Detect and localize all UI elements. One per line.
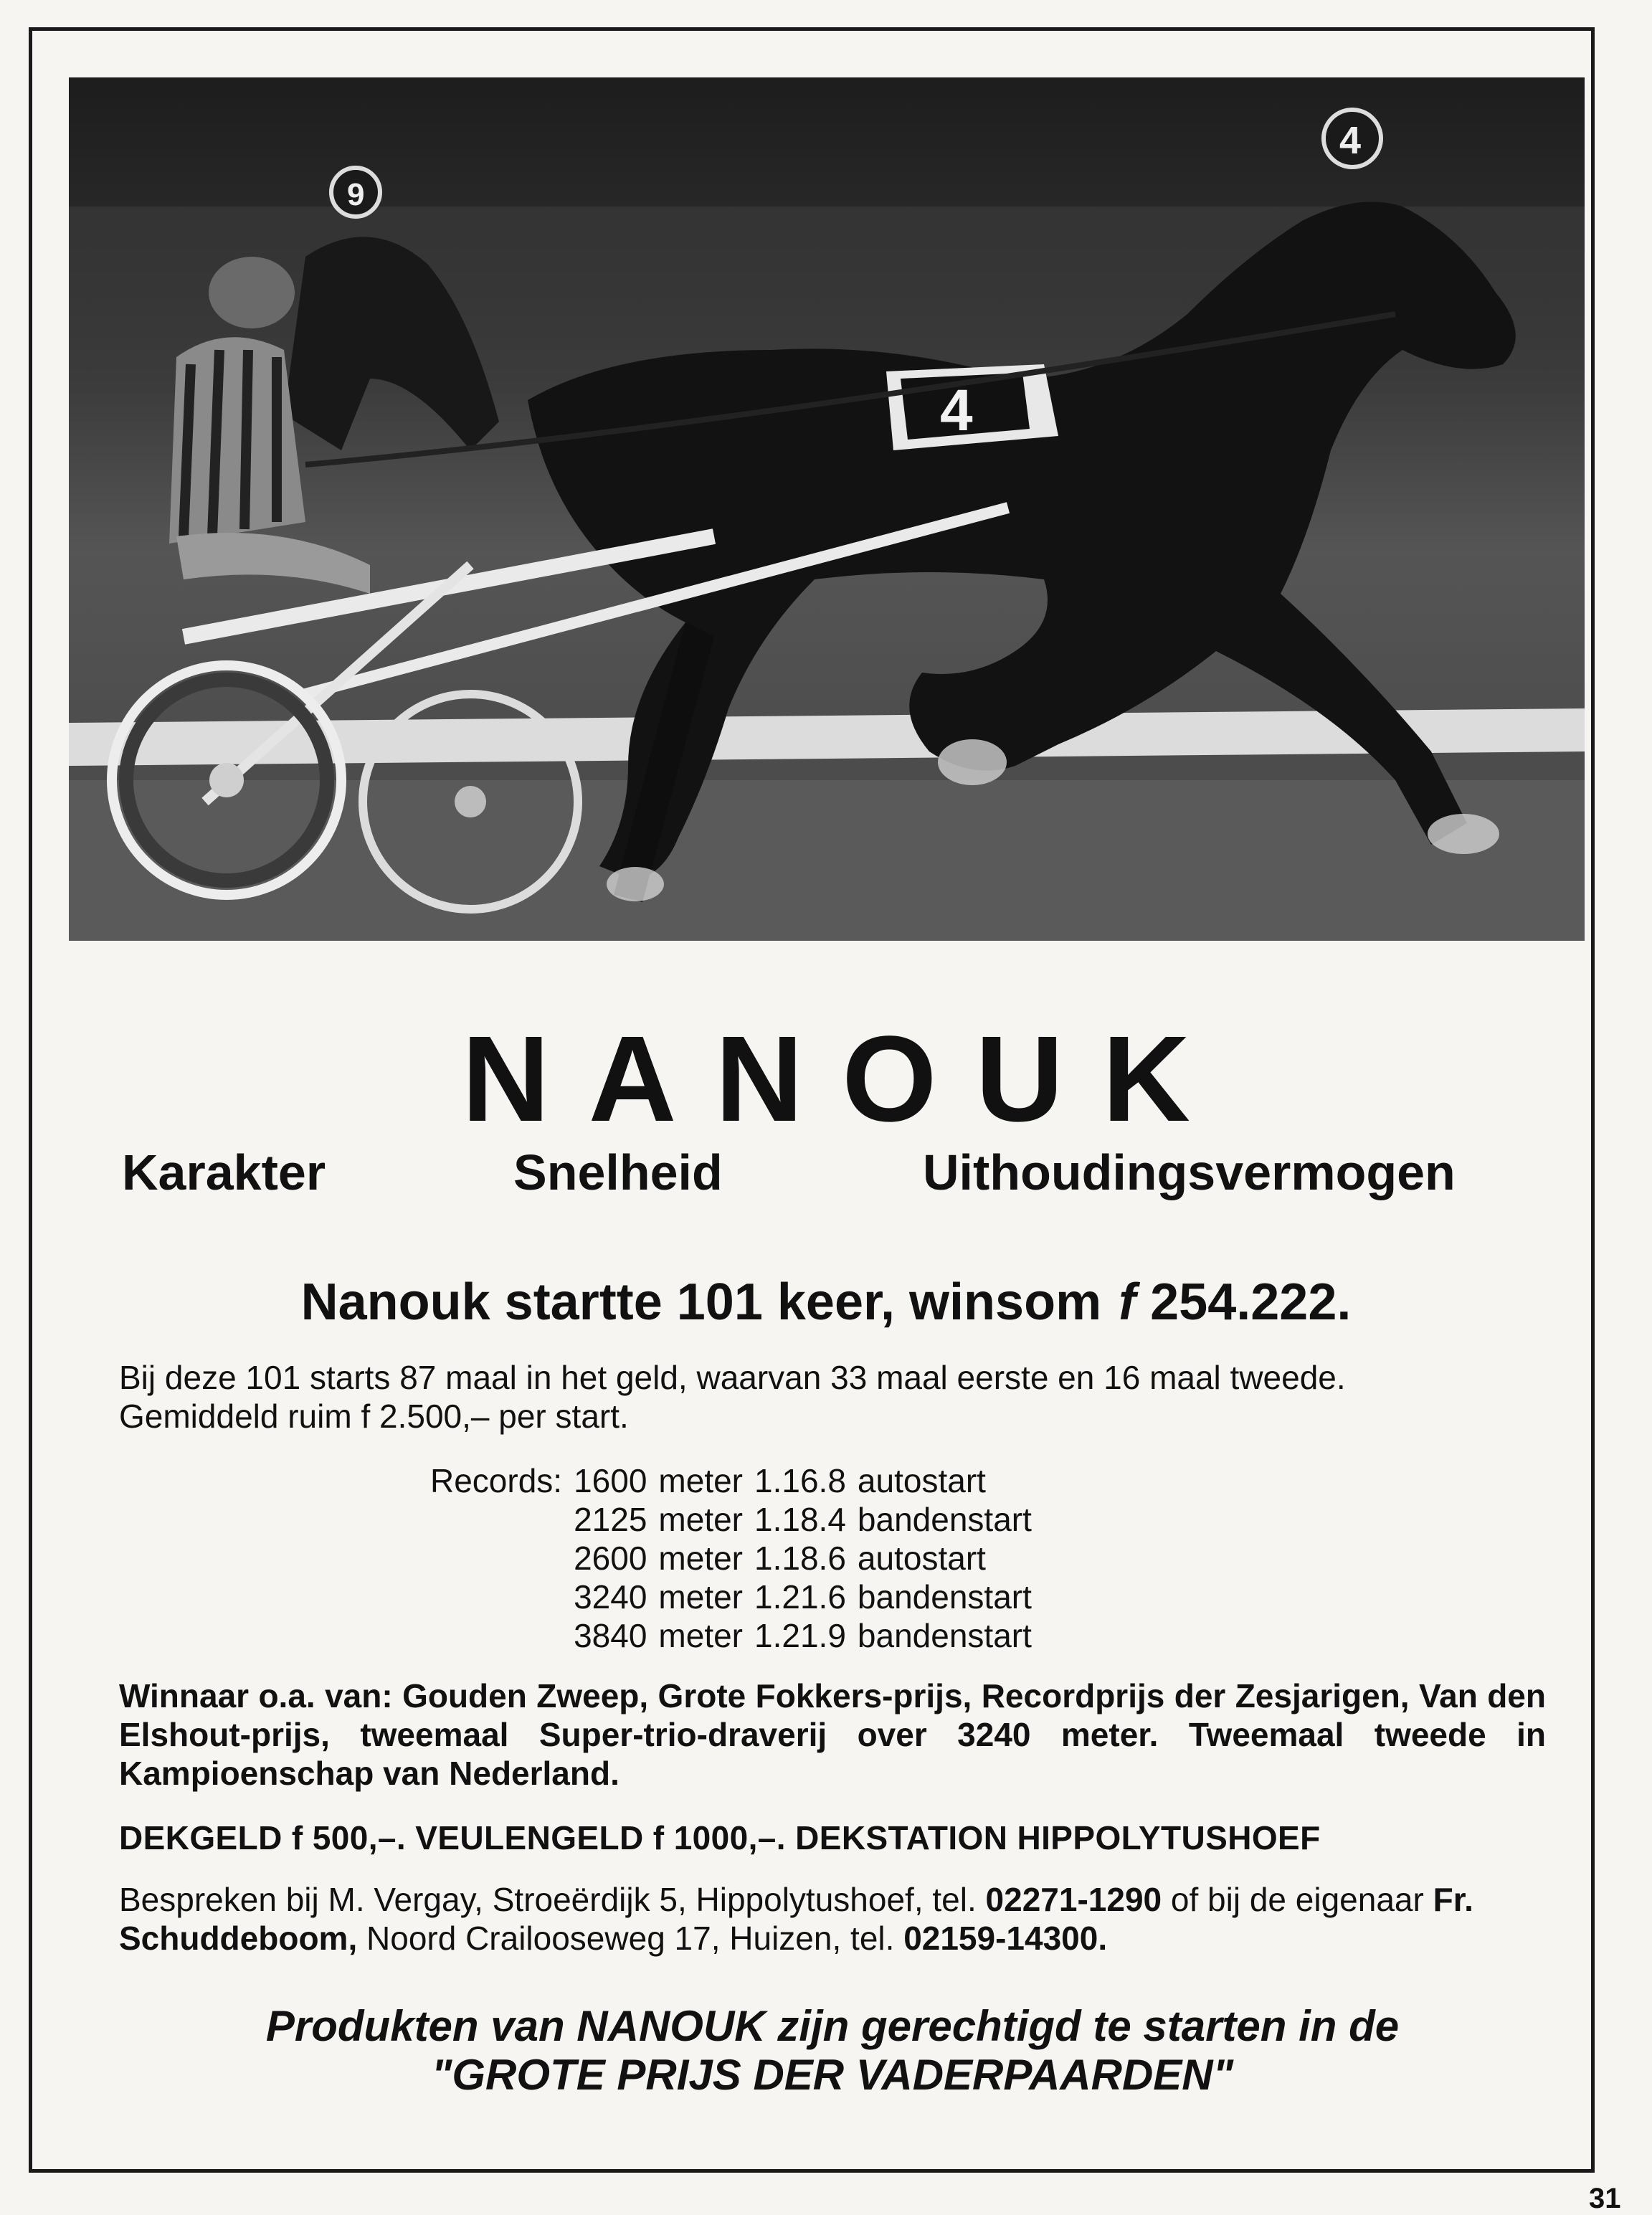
record-row	[430, 1500, 1043, 1539]
quality-stamina: Uithoudingsvermogen	[923, 1144, 1456, 1200]
record-type: bandenstart	[857, 1501, 1032, 1538]
closing-statement	[119, 2002, 1546, 2100]
career-stats	[119, 1358, 1546, 1436]
record-row	[430, 1616, 1043, 1655]
stud-fee-line: DEKGELD f 500,–. VEULENGELD f 1000,–. DEKSTATION HIPPOLYTUSHOEF	[119, 1819, 1321, 1856]
record-unit: meter	[658, 1540, 744, 1577]
contact-phone-2: 02159-14300.	[903, 1920, 1108, 1957]
second-horse-number: 9	[347, 177, 365, 212]
record-row	[430, 1461, 1043, 1500]
page-number: 31	[1589, 2183, 1621, 2214]
record-time: 1.18.6	[754, 1540, 846, 1577]
career-earnings: 254.222.	[1150, 1273, 1352, 1331]
photo-illustration	[69, 77, 1585, 941]
records-label: Records:	[430, 1462, 563, 1499]
owner-name: Fr. Schuddeboom,	[119, 1881, 1473, 1957]
quality-character: Karakter	[122, 1144, 326, 1200]
guilder-sign: f	[1119, 1273, 1136, 1331]
record-distance: 2600	[574, 1540, 647, 1577]
career-stats-line2: Gemiddeld ruim f 2.500,– per start.	[119, 1398, 629, 1435]
contact-paragraph	[119, 1880, 1546, 1958]
contact-phone-1: 02271-1290	[985, 1881, 1162, 1918]
career-summary-text: Nanouk startte 101 keer, winsom	[300, 1273, 1102, 1331]
record-unit: meter	[658, 1578, 744, 1616]
record-distance: 1600	[574, 1462, 647, 1499]
record-time: 1.18.4	[754, 1501, 846, 1538]
closing-line-2: "GROTE PRIJS DER VADERPAARDEN"	[431, 2051, 1234, 2099]
head-number: 4	[1339, 119, 1362, 162]
record-row	[430, 1539, 1043, 1578]
record-time: 1.21.9	[754, 1617, 846, 1654]
record-unit: meter	[658, 1501, 744, 1538]
record-time: 1.16.8	[754, 1462, 846, 1499]
record-unit: meter	[658, 1462, 744, 1499]
record-type: bandenstart	[857, 1578, 1032, 1616]
record-distance: 3240	[574, 1578, 647, 1616]
closing-line-1: Produkten van NANOUK zijn gerechtigd te starten in de	[265, 2002, 1400, 2050]
race-wins-paragraph: Winnaar o.a. van: Gouden Zweep, Grote Fokkers-prijs, Recordprijs der Zesjarigen, Van den Elshout-prijs, tweemaal Super-trio-draverij over 3240 meter. Tweemaal tweede in Kampioenschap van Nederland.	[119, 1677, 1546, 1792]
contact-text-2: of bij de eigenaar	[1170, 1881, 1424, 1918]
horse-name-headline: NANOUK	[461, 1011, 1230, 1147]
harness-racing-photo	[69, 77, 1585, 941]
saddle-number: 4	[940, 378, 973, 443]
record-distance: 2125	[574, 1501, 647, 1538]
record-row	[430, 1578, 1043, 1616]
contact-text-1: Bespreken bij M. Vergay, Stroeërdijk 5, Hippolytushoef, tel.	[119, 1881, 977, 1918]
career-stats-line1: Bij deze 101 starts 87 maal in het geld, waarvan 33 maal eerste en 16 maal tweede.	[119, 1359, 1346, 1396]
records-table	[430, 1461, 1043, 1655]
record-time: 1.21.6	[754, 1578, 846, 1616]
record-type: bandenstart	[857, 1617, 1032, 1654]
career-summary	[0, 1273, 1652, 1331]
contact-text-3: Noord Crailooseweg 17, Huizen, tel.	[366, 1920, 895, 1957]
record-type: autostart	[857, 1462, 986, 1499]
record-unit: meter	[658, 1617, 744, 1654]
record-type: autostart	[857, 1540, 986, 1577]
quality-speed: Snelheid	[513, 1144, 723, 1200]
record-distance: 3840	[574, 1617, 647, 1654]
